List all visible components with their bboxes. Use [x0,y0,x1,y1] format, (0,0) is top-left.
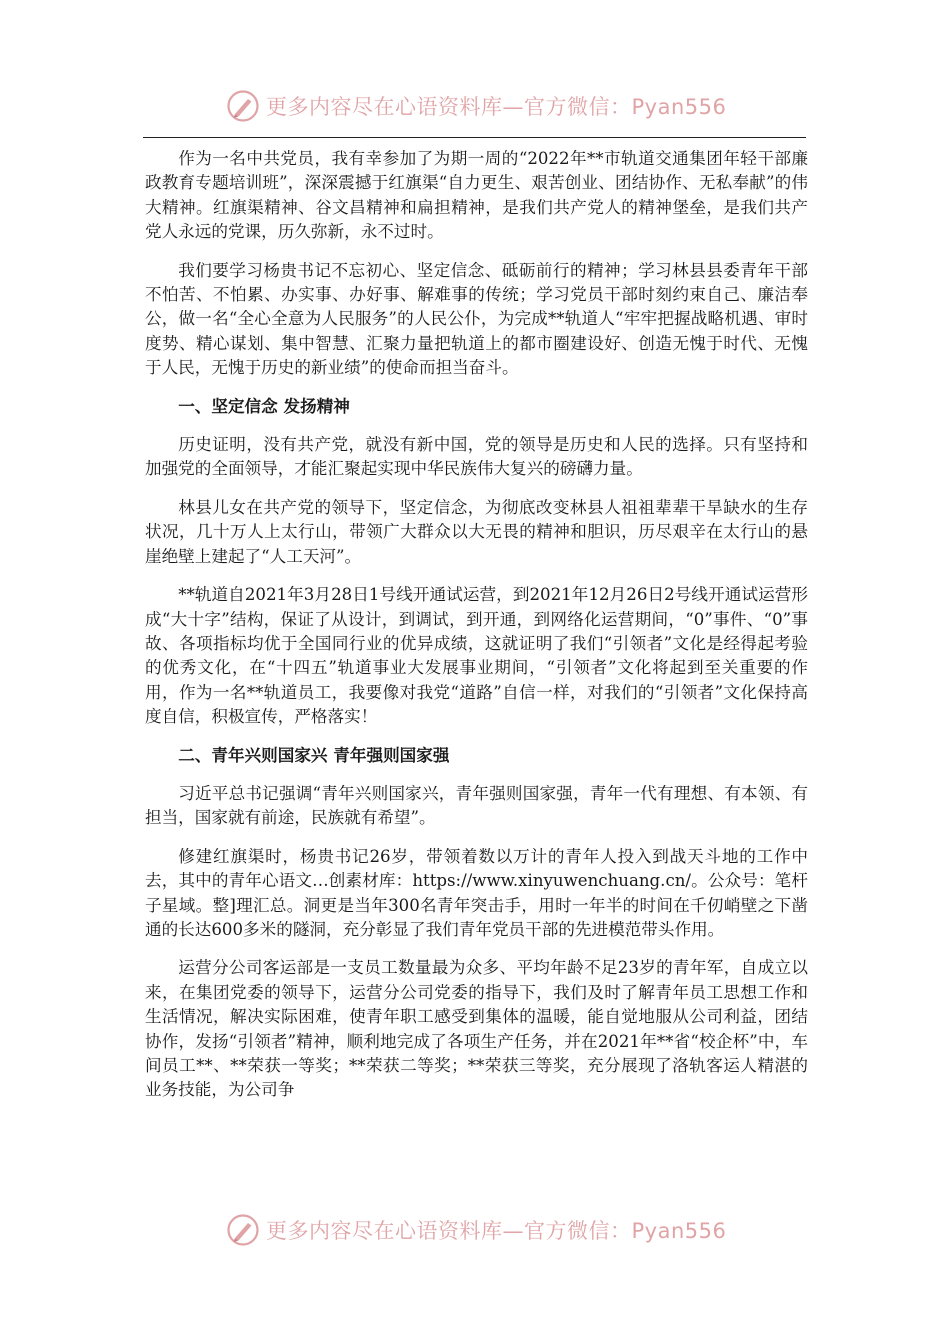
paragraph: 历史证明，没有共产党，就没有新中国，党的领导是历史和人民的选择。只有坚持和加强党的全面领导，才能汇聚起实现中华民族伟大复兴的磅礴力量。 [145,435,808,479]
paragraph: 运营分公司客运部是一支员工数量最为众多、平均年龄不足23岁的青年军，自成立以来，在集团党委的领导下，运营分公司党委的指导下，我们及时了解青年员工思想工作和生活情况，解决实际困难，使青年职工感受到集体的温暖，能自觉地服从公司利益，团结协作，发扬“引领者”精神，顺利地完成了各项生产任务，并在2021年**省“校企杯”中，车间员工**、**荣获一等奖；**荣获二等奖；**荣获三等奖，充分展现了洛轨客运人精湛的业务技能，为公司争 [145,958,808,1100]
section-heading: 二、青年兴则国家兴 青年强则国家强 [178,745,450,765]
header-divider [143,137,806,138]
paragraph: 作为一名中共党员，我有幸参加了为期一周的“2022年**市轨道交通集团年轻干部廉政教育专题培训班”，深深震撼于红旗渠“自力更生、艰苦创业、团结协作、无私奉献”的伟大精神。红旗渠精神、谷文昌精神和扁担精神，是我们共产党人的精神堡垒，是我们共产党人永远的党课，历久弥新，永不过时。 [145,149,808,242]
document-body [145,147,808,1117]
pen-logo-icon [226,1213,260,1247]
header-banner [226,86,746,126]
footer-banner [226,1210,746,1250]
paragraph: 修建红旗渠时，杨贵书记26岁，带领着数以万计的青年人投入到战天斗地的工作中去，其中的青年心语文…创素材库：https://www.xinyuwenchuang.cn/。公众号：笔杆子星域。整]理汇总。洞更是当年300名青年突击手，用时一年半的时间在千仞峭壁之下凿通的长达600多米的隧洞，充分彰显了我们青年党员干部的先进模范带头作用。 [145,846,808,939]
header-banner-text: 更多内容尽在心语资料库—官方微信：Pyan556 [266,95,727,119]
paragraph: 我们要学习杨贵书记不忘初心、坚定信念、砥砺前行的精神；学习林县县委青年干部不怕苦、不怕累、办实事、办好事、解难事的传统；学习党员干部时刻约束自己、廉洁奉公，做一名“全心全意为人民服务”的人民公仆，为完成**轨道人“牢牢把握战略机遇、审时度势、精心谋划、集中智慧、汇聚力量把轨道上的都市圈建设好、创造无愧于时代、无愧于人民，无愧于历史的新业绩”的使命而担当奋斗。 [145,260,808,378]
paragraph: 习近平总书记强调“青年兴则国家兴，青年强则国家强，青年一代有理想、有本领、有担当，国家就有前途，民族就有希望”。 [145,783,808,828]
footer-banner-text: 更多内容尽在心语资料库—官方微信：Pyan556 [266,1219,727,1243]
paragraph: 林县儿女在共产党的领导下，坚定信念，为彻底改变林县人祖祖辈辈干旱缺水的生存状况，几十万人上太行山，带领广大群众以大无畏的精神和胆识，历尽艰辛在太行山的悬崖绝壁上建起了“人工天河”。 [145,497,808,566]
pen-logo-icon [226,89,260,123]
section-heading: 一、坚定信念 发扬精神 [178,396,350,416]
paragraph: **轨道自2021年3月28日1号线开通试运营，到2021年12月26日2号线开通试运营形成“大十字”结构，保证了从设计，到调试，到开通，到网络化运营期间，“0”事件、“0”事故、各项指标均优于全国同行业的优异成绩，这就证明了我们“引领者”文化是经得起考验的优秀文化，在“十四五”轨道事业大发展事业期间，“引领者”文化将起到至关重要的作用，作为一名**轨道员工，我要像对我党“道路”自信一样，对我们的“引领者”文化保持高度自信，积极宣传，严格落实！ [145,585,808,727]
